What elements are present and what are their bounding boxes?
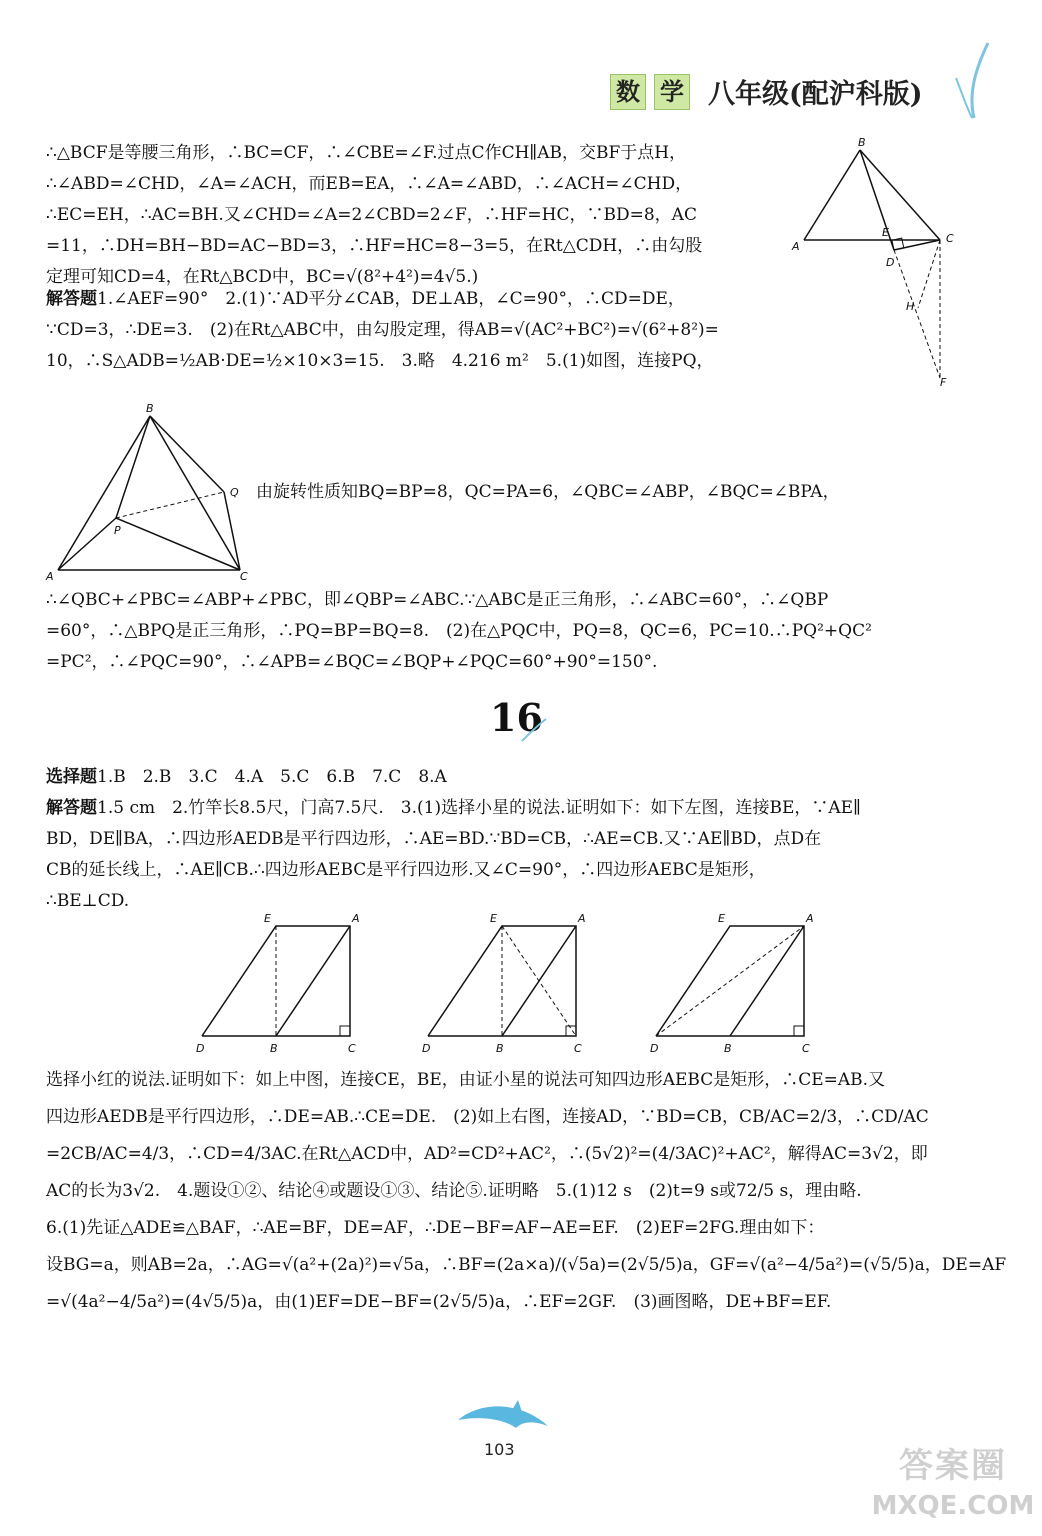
fig-label: E: [490, 912, 497, 925]
section-label: 解答题: [46, 798, 97, 818]
text-line: 四边形AEDB是平行四边形，∴DE=AB.∴CE=DE. (2)如上右图，连接AD，∵BD=CB，CB/AC=2/3，∴CD/AC: [46, 1107, 929, 1127]
fig-label: A: [578, 912, 586, 925]
fig-label: E: [882, 226, 889, 239]
text-line: 10，∴S△ADB=½AB·DE=½×10×3=15. 3.略 4.216 m² 5.(1)如图，连接PQ，: [46, 351, 714, 371]
section-label: 解答题: [46, 289, 97, 309]
text-line: =√(4a²−4/5a²)=(4√5/5)a，由(1)EF=DE−BF=(2√5/5)a，∴EF=2GF. (3)画图略，DE+BF=EF.: [46, 1292, 832, 1312]
answer-block-4: [46, 762, 861, 917]
fig-label: B: [496, 1042, 504, 1055]
section-label: 选择题: [46, 767, 97, 787]
figure-left: [190, 908, 370, 1058]
fig-label: D: [422, 1042, 431, 1055]
text-line: [46, 284, 719, 315]
watermark: [868, 1444, 1038, 1532]
text-line: [46, 793, 861, 824]
fig-label: C: [240, 570, 248, 583]
text-line: ∴∠QBC+∠PBC=∠ABP+∠PBC，即∠QBP=∠ABC.∵△ABC是正三角形，∴∠ABC=60°，∴∠QBP: [46, 590, 829, 610]
fig-label: Q: [230, 486, 239, 499]
text-line: 6.(1)先证△ADE≌△BAF，∴AE=BF，DE=AF，∴DE−BF=AF−AE=EF. (2)EF=2FG.理由如下：: [46, 1218, 825, 1238]
text-line: 选择小红的说法.证明如下：如上中图，连接CE，BE，由证小星的说法可知四边形AEBC是矩形，∴CE=AB.又: [46, 1070, 886, 1090]
pyramid-side-text: 由旋转性质知BQ=BP=8，QC=PA=6，∠QBC=∠ABP，∠BQC=∠BPA，: [256, 482, 840, 502]
text-span: 1.∠AEF=90° 2.(1)∵AD平分∠CAB，DE⊥AB，∠C=90°，∴CD=DE，: [97, 289, 685, 309]
figure-pyramid: [40, 398, 250, 584]
fig-label: C: [348, 1042, 356, 1055]
answer-block-2: [46, 284, 719, 377]
text-line: ∴BE⊥CD.: [46, 891, 130, 911]
text-line: BD，DE∥BA，∴四边形AEDB是平行四边形，∴AE=BD.∵BD=CB，∴AE=CB.又∵AE∥BD，点D在: [46, 829, 822, 849]
chapter-number: 16: [490, 695, 543, 740]
text-line: ∴∠ABD=∠CHD，∠A=∠ACH，而EB=EA，∴∠A=∠ABD，∴∠ACH=∠CHD，: [46, 174, 693, 194]
page-header: [598, 68, 1018, 128]
fig-label: D: [650, 1042, 659, 1055]
text-line: 定理可知CD=4，在Rt△BCD中，BC=√(8²+4²)=4√5.): [46, 267, 479, 287]
fig-label: B: [270, 1042, 278, 1055]
fig-label: C: [802, 1042, 810, 1055]
fig-label: A: [46, 570, 54, 583]
answer-block-1: [46, 138, 702, 293]
fig-label: A: [792, 240, 800, 253]
subject-badge-1: 数: [610, 74, 646, 110]
text-span: 1.5 cm 2.竹竿长8.5尺，门高7.5尺. 3.(1)选择小星的说法.证明如下：如下左图，连接BE，∵AE∥: [97, 798, 861, 818]
fig-label: B: [724, 1042, 732, 1055]
grade-label: 八年级(配沪科版): [708, 79, 923, 110]
fig-label: E: [718, 912, 725, 925]
text-line: =60°，∴△BPQ是正三角形，∴PQ=BP=BQ=8. (2)在△PQC中，PQ=8，QC=6，PC=10.∴PQ²+QC²: [46, 621, 872, 641]
figure-middle: [416, 908, 596, 1058]
fig-label: P: [114, 524, 121, 537]
text-line: AC的长为3√2. 4.题设①②、结论④或题设①③、结论⑤.证明略 5.(1)12 s (2)t=9 s或72/5 s，理由略.: [46, 1181, 862, 1201]
answer-block-5: [46, 1062, 1006, 1321]
figure-right: [644, 908, 824, 1058]
text-line: =2CB/AC=4/3，∴CD=4/3AC.在Rt△ACD中，AD²=CD²+AC²，∴(5√2)²=(4/3AC)²+AC²，解得AC=3√2，即: [46, 1144, 928, 1164]
chapter-swoosh-decoration: [520, 715, 550, 745]
text-line: ∴EC=EH，∴AC=BH.又∠CHD=∠A=2∠CBD=2∠F，∴HF=HC，∵BD=8，AC: [46, 205, 697, 225]
fig-label: E: [264, 912, 271, 925]
subject-badge-2: 学: [654, 74, 690, 110]
fig-label: D: [196, 1042, 205, 1055]
page-number: 103: [484, 1440, 515, 1459]
text-line: CB的延长线上，∴AE∥CB.∴四边形AEBC是平行四边形.又∠C=90°，∴四边形AEBC是矩形，: [46, 860, 766, 880]
answer-block-3: [46, 585, 872, 678]
watermark-en: MXQE.COM: [871, 1491, 1035, 1521]
fig-label: C: [946, 232, 954, 245]
fig-label: A: [352, 912, 360, 925]
text-line: =11，∴DH=BH−BD=AC−BD=3，∴HF=HC=8−3=5，在Rt△CDH，∴由勾股: [46, 236, 703, 256]
text-line: ∵CD=3，∴DE=3. (2)在Rt△ABC中，由勾股定理，得AB=√(AC²+BC²)=√(6²+8²)=: [46, 320, 719, 340]
choice-answers: 1.B 2.B 3.C 4.A 5.C 6.B 7.C 8.A: [97, 767, 447, 787]
fig-label: B: [858, 138, 866, 149]
header-swoosh-decoration: [948, 38, 1008, 128]
watermark-cn: 答案圈: [899, 1446, 1007, 1486]
text-line: ∴△BCF是等腰三角形，∴BC=CF，∴∠CBE=∠F.过点C作CH∥AB，交BF于点H，: [46, 143, 687, 163]
fig-label: C: [574, 1042, 582, 1055]
fig-label: H: [906, 300, 915, 313]
text-line: [46, 762, 861, 793]
figure-triangle-top-right: [790, 138, 970, 388]
fig-label: B: [146, 402, 154, 415]
fig-label: A: [806, 912, 814, 925]
text-line: =PC²，∴∠PQC=90°，∴∠APB=∠BQC=∠BQP+∠PQC=60°+90°=150°.: [46, 652, 658, 672]
text-line: 设BG=a，则AB=2a，∴AG=√(a²+(2a)²)=√5a，∴BF=(2a×a)/(√5a)=(2√5/5)a，GF=√(a²−4/5a²)=(√5/5)a，DE=AF: [46, 1255, 1007, 1275]
fig-label: F: [940, 376, 947, 388]
fig-label: D: [886, 256, 895, 269]
